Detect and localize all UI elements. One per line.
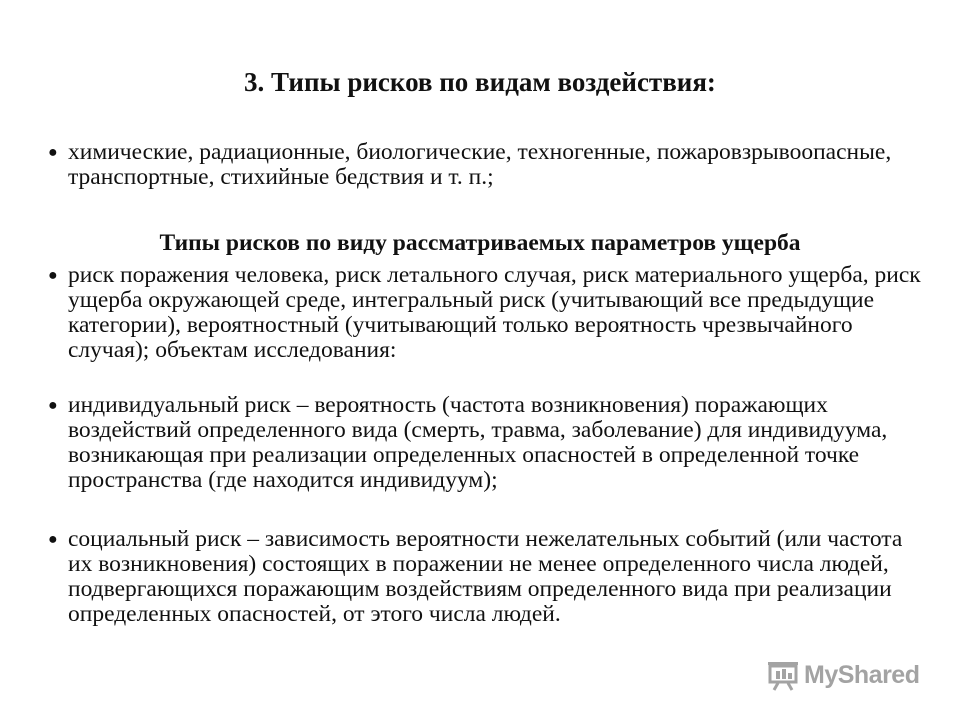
list-item [46, 263, 928, 363]
list-item-text: индивидуальный риск – вероятность (частота возникновения) поражающих воздействий определенного вида (смерть, травма, заболевание) для индивидуума, возникающая при реализации определенных опасностей в определенной точке пространства (где находится индивидуум); [68, 392, 888, 493]
watermark-logo [766, 658, 919, 692]
bullet-icon: ● [48, 144, 58, 161]
bullet-icon: ● [48, 397, 58, 414]
list-item-text: социальный риск – зависимость вероятности нежелательных событий (или частота их возникновения) состоящих в поражении не менее определенного числа людей, подвергающихся поражающим воздействиям определенного вида при реализации определенных опасностей, от этого числа людей. [68, 526, 903, 627]
presentation-board-icon [766, 659, 800, 691]
watermark-text: MyShared [804, 660, 920, 689]
list-item [46, 393, 928, 493]
list-item-text: риск поражения человека, риск летального случая, риск материального ущерба, риск ущерба окружающей среде, интегральный риск (учитывающий все предыдущие категории), вероятностный (учитывающий только вероятность чрезвычайного случая); объектам исследования: [68, 262, 921, 363]
list-item-text: химические, радиационные, биологические, техногенные, пожаровзрывоопасные, транспортные, стихийные бедствия и т. п.; [68, 139, 892, 190]
bullet-icon: ● [48, 531, 58, 548]
list-item [46, 140, 928, 190]
slide-title: 3. Типы рисков по видам воздействия: [244, 67, 716, 97]
bullet-icon: ● [48, 267, 58, 284]
list-item [46, 527, 928, 627]
section-heading: Типы рисков по виду рассматриваемых параметров ущерба [159, 230, 801, 256]
